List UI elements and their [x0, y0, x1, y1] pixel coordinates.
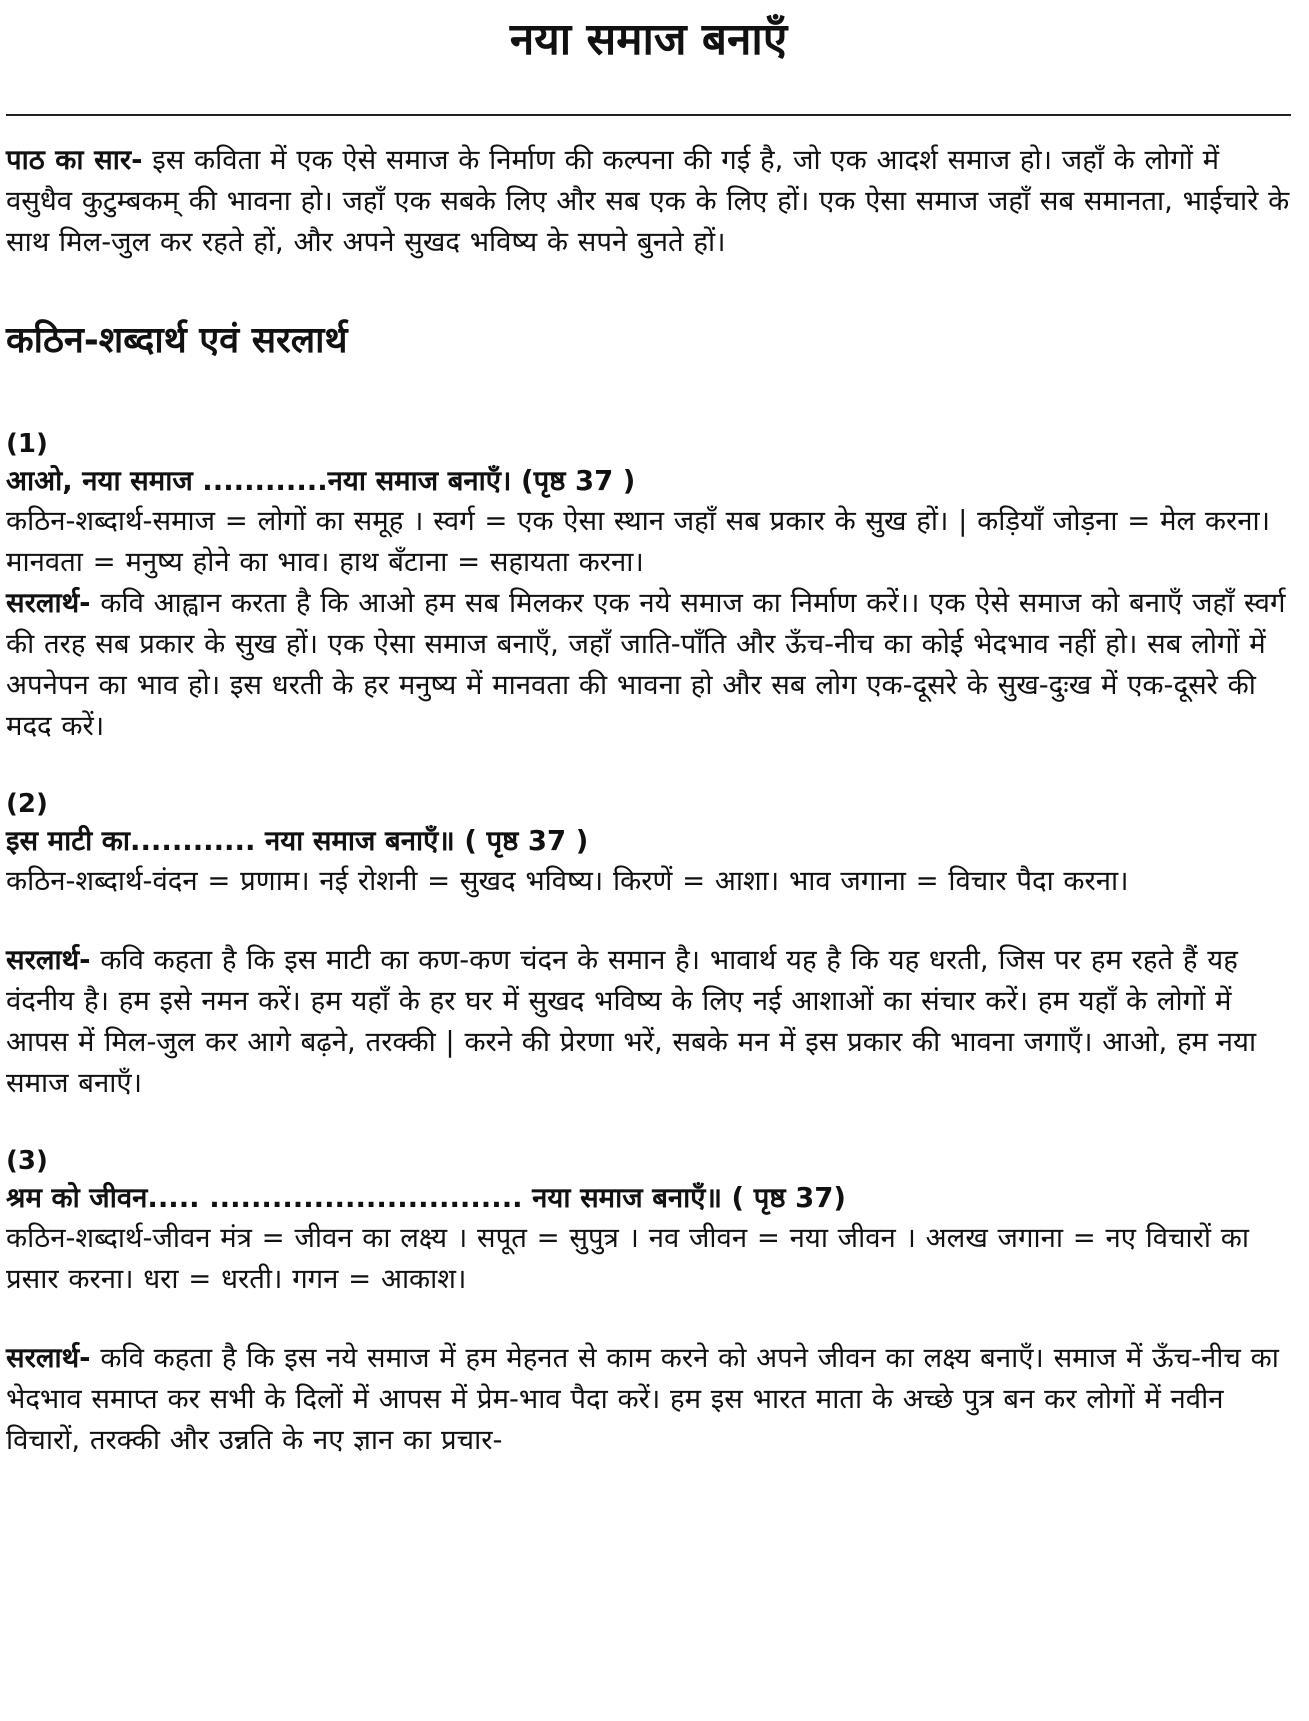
section-verse: इस माटी का............ नया समाज बनाएँ॥ ( पृष्ठ 37 ) [6, 825, 589, 857]
section-number: (2) [6, 789, 48, 819]
meaning-text: कवि कहता है कि इस माटी का कण-कण चंदन के समान है। भावार्थ यह है कि यह धरती, जिस पर हम रहते हैं यह वंदनीय है। हम इसे नमन करें। हम यहाँ के हर घर में सुखद भविष्य के लिए नई आशाओं का संचार करें। हम यहाँ के लोगों में आपस में मिल-जुल कर आगे बढ़ने, तरक्की | करने की प्रेरणा भरें, सबके मन में इस प्रकार की भावना जगाएँ। आओ, हम नया समाज बनाएँ। [6, 944, 1257, 1099]
summary-paragraph [6, 140, 1291, 263]
section-verse: आओ, नया समाज ............नया समाज बनाएँ। (पृष्ठ 37 ) [6, 465, 636, 497]
meaning-text: कवि आह्वान करता है कि आओ हम सब मिलकर एक नये समाज का निर्माण करें।। एक ऐसे समाज को बनाएँ जहाँ स्वर्ग की तरह सब प्रकार के सुख हों। एक ऐसा समाज बनाएँ, जहाँ जाति-पाँति और ऊँच-नीच का कोई भेदभाव नहीं हो। सब लोगों में अपनेपन का भाव हो। इस धरती के हर मनुष्य में मानवता की भावना हो और सब लोग एक-दूसरे के सुख-दुःख में एक-दूसरे की मदद करें। [6, 587, 1286, 742]
section-verse: श्रम को जीवन..... .............................. नया समाज बनाएँ॥ ( पृष्ठ 37) [6, 1182, 846, 1214]
section-2 [6, 787, 1291, 1104]
meaning-label: सरलार्थ- [6, 944, 91, 976]
spacer [6, 1300, 1291, 1338]
spacer [6, 1104, 1291, 1144]
meaning-label: सरलार्थ- [6, 587, 91, 619]
spacer [6, 902, 1291, 940]
section-vocab: कठिन-शब्दार्थ-समाज = लोगों का समूह । स्वर्ग = एक ऐसा स्थान जहाँ सब प्रकार के सुख हों। | कड़ियाँ जोड़ना = मेल करना। मानवता = मनुष्य होने का भाव। हाथ बँटाना = सहायता करना। [6, 505, 1271, 578]
spacer [6, 365, 1291, 427]
section-meaning [6, 940, 1291, 1104]
section-number: (3) [6, 1146, 48, 1176]
section-number: (1) [6, 429, 48, 459]
section-1 [6, 427, 1291, 747]
section-meaning [6, 583, 1291, 747]
summary-text: इस कविता में एक ऐसे समाज के निर्माण की कल्पना की गई है, जो एक आदर्श समाज हो। जहाँ के लोगों में वसुधैव कुटुम्बकम् की भावना हो। जहाँ एक सबके लिए और सब एक के लिए हों। एक ऐसा समाज जहाँ सब समानता, भाईचारे के साथ मिल-जुल कर रहते हों, और अपने सुखद भविष्य के सपने बुनते हों। [6, 144, 1290, 258]
section-heading: कठिन-शब्दार्थ एवं सरलार्थ [6, 320, 348, 361]
section-vocab: कठिन-शब्दार्थ-वंदन = प्रणाम। नई रोशनी = सुखद भविष्य। किरणें = आशा। भाव जगाना = विचार पैदा करना। [6, 865, 1129, 897]
page-title: नया समाज बनाएँ [6, 8, 1291, 116]
section-meaning [6, 1338, 1291, 1461]
spacer [6, 747, 1291, 787]
summary-label: पाठ का सार- [6, 144, 143, 176]
section-vocab: कठिन-शब्दार्थ-जीवन मंत्र = जीवन का लक्ष्य । सपूत = सुपुत्र । नव जीवन = नया जीवन । अलख जगाना = नए विचारों का प्रसार करना। धरा = धरती। गगन = आकाश। [6, 1222, 1250, 1295]
section-3 [6, 1144, 1291, 1461]
meaning-text: कवि कहता है कि इस नये समाज में हम मेहनत से काम करने को अपने जीवन का लक्ष्य बनाएँ। समाज में ऊँच-नीच का भेदभाव समाप्त कर सभी के दिलों में आपस में प्रेम-भाव पैदा करें। हम इस भारत माता के अच्छे पुत्र बन कर लोगों में नवीन विचारों, तरक्की और उन्नति के नए ज्ञान का प्रचार- [6, 1342, 1279, 1456]
meaning-label: सरलार्थ- [6, 1342, 91, 1374]
